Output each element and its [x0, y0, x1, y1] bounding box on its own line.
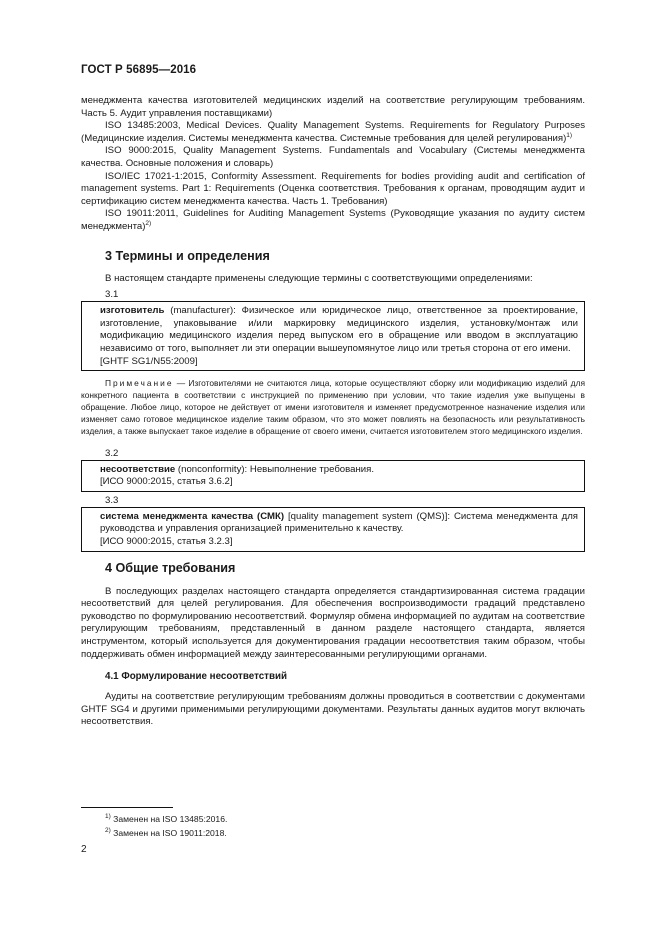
- term-definition: изготовитель (manufacturer): Физическое или юридическое лицо, ответственное за проектирование, изготовление, упаковывание и/или маркировку медицинского изделия, установку/монтаж или модификацию медицинского изделия перед выпуском его в обращение или вводом в эксплуатацию независимо от того, выполняет ли эти операции вышеупомянутое лицо или третья сторона от его имени.: [100, 305, 578, 354]
- term-definition-box: [81, 507, 585, 552]
- footnote-separator: [81, 807, 173, 808]
- term-definition: система менеджмента качества (СМК) [quality management system (QMS)]: Система менеджмента для руководства и управления организацией применительно к качеству.: [100, 510, 578, 535]
- subsection-heading: 4.1 Формулирование несоответствий: [105, 671, 288, 683]
- term-number: 3.3: [105, 494, 119, 506]
- reference-entry: ISO 13485:2003, Medical Devices. Quality Management Systems. Requirements for Regulatory Purposes (Медицинские изделия. Системы менеджмента качества. Системные требования для целей регулирования)$^{1)}$: [81, 120, 585, 144]
- reference-entry: менеджмента качества изготовителей медицинских изделий на соответствие регулирующим требованиям. Часть 5. Аудит управления поставщиками): [81, 95, 585, 119]
- term-source: [ИСО 9000:2015, статья 3.6.2]: [100, 476, 233, 488]
- term-number: 3.1: [105, 289, 119, 301]
- term: изготовитель: [100, 305, 165, 317]
- section-paragraph: Аудиты на соответствие регулирующим требованиям должны проводиться в соответствии с документами GHTF SG4 и другими применимыми регулирующими документами. Результаты данных аудитов могут включать несоответствия.: [81, 691, 585, 728]
- document-body: [81, 95, 585, 729]
- term: несоответствие: [100, 463, 176, 475]
- footnote-ref: 1): [566, 131, 573, 139]
- term: система менеджмента качества (СМК): [100, 510, 285, 522]
- document-header: ГОСТ Р 56895—2016: [81, 64, 197, 76]
- section-heading: 4 Общие требования: [105, 560, 236, 575]
- reference-entry: ISO 19011:2011, Guidelines for Auditing Management Systems (Руководящие указания по аудиту систем менеджмента)$^{2)}$: [81, 208, 585, 232]
- footnote: $^{2)}$ Заменен на ISO 19011:2018.: [105, 826, 227, 838]
- note: Примечание — Изготовителями не считаются лица, которые осуществляют сборку или модификацию изделий для конкретного пациента в соответствии с инструкцией по применению при условии, что такие изделия уже выпущены в обращение. Любое лицо, которое не действует от имени изготовителя и изменяет предусмотренное назначение изделия или изменяет само готовое медицинское изделие таким образом, что это может повлиять на безопасность или результативность изделия, а также выпускает такое изделие в обращение от своего имени, считается изготовителем этого медицинского изделия.: [81, 378, 585, 436]
- reference-entry: ISO/IEC 17021-1:2015, Conformity Assessment. Requirements for bodies providing audit and certification of management systems. Part 1: Requirements (Оценка соответствия. Требования к органам, проводящим аудит и сертификацию систем менеджмента качества. Часть 1. Требования): [81, 170, 585, 207]
- section-paragraph: В последующих разделах настоящего стандарта определяется стандартизированная система градации несоответствий для целей регулирования. Для обеспечения воспроизводимости градаций представлено руководство по формулированию несоответствий. Формуляр обмена информацией по аудитам на соответствие регулирующим требованиям, представленный в данном разделе настоящего стандарта, является инструментом, который используется для документирования градации несоответствия таким образом, чтобы поддерживать обмен информацией между заинтересованными регулирующими органами.: [81, 585, 585, 660]
- term-source: [ИСО 9000:2015, статья 3.2.3]: [100, 536, 233, 547]
- term-number: 3.2: [105, 447, 119, 459]
- term-source: [GHTF SG1/N55:2009]: [100, 355, 198, 367]
- term-definition-box: [81, 301, 585, 371]
- page-number: 2: [81, 844, 87, 855]
- section-intro: В настоящем стандарте применены следующие термины с соответствующими определениями:: [105, 272, 533, 284]
- reference-entry: ISO 9000:2015, Quality Management Systems. Fundamentals and Vocabulary (Системы менеджмента качества. Основные положения и словарь): [81, 145, 585, 169]
- footnote: $^{1)}$ Заменен на ISO 13485:2016.: [105, 813, 228, 824]
- footnote-ref: 2): [145, 219, 152, 227]
- term-definition-box: [81, 460, 585, 492]
- section-heading: 3 Термины и определения: [105, 248, 270, 263]
- footnotes: [105, 813, 227, 840]
- note-label: Примечание: [105, 378, 174, 389]
- term-definition: несоответствие (nonconformity): Невыполнение требования.: [100, 463, 374, 475]
